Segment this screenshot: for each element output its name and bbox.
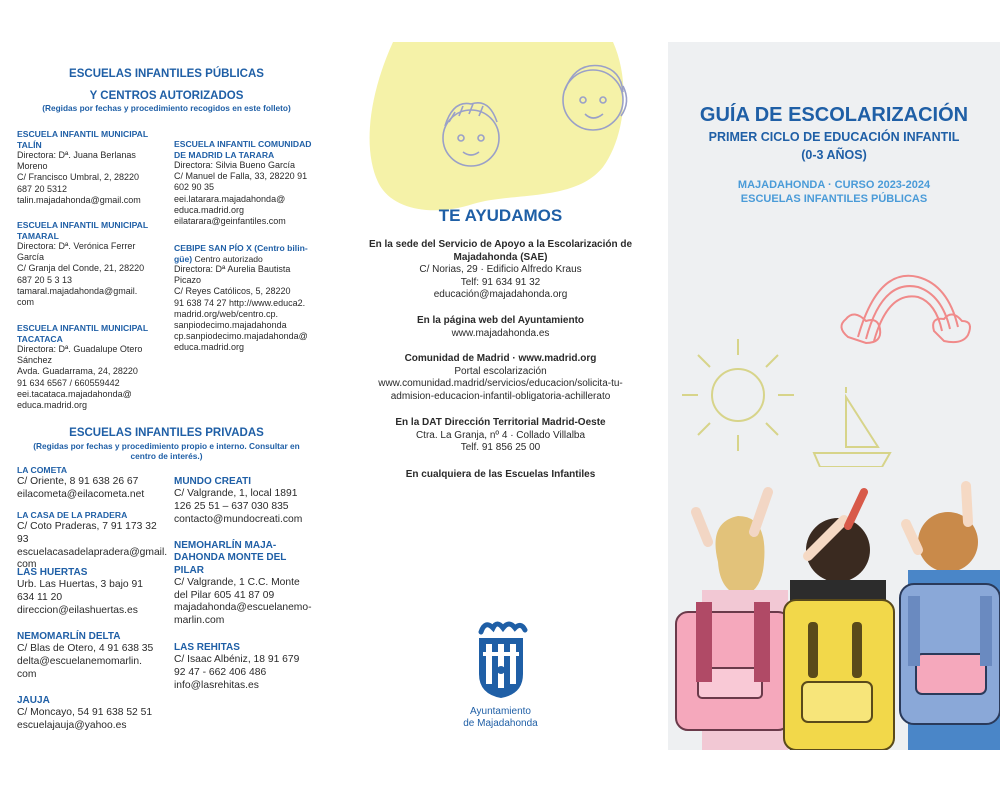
rainbow-icon [841,276,970,343]
school-detail: C/ Reyes Católicos, 5, 28220 [174,286,291,297]
school-name: ESCUELA INFANTIL COMUNIDAD [174,139,312,149]
school-detail: 91 638 74 27 http://www.educa2. [174,297,306,308]
school-name: TACATACA [17,333,63,344]
school-detail: C/ Blas de Otero, 4 91 638 35 [17,643,154,655]
school-detail: Sánchez [17,355,53,366]
school-entry-las-rehitas [174,642,326,692]
school-detail: C/ Manuel de Falla, 33, 28220 91 [174,171,308,182]
help-block-web [353,315,648,340]
school-detail: C/ Granja del Conde, 21, 28220 [17,263,145,274]
school-name: TALÍN [17,139,42,150]
school-email: com [17,297,35,308]
school-email: eei.tacataca.majadahonda@ [17,388,132,399]
help-heading: En la sede del Servicio de Apoyo a la Escolarización de [368,239,633,250]
cover-course: MAJADAHONDA · CURSO 2023-2024 [737,179,931,191]
school-detail: C/ Isaac Albéniz, 18 91 679 [174,654,300,666]
yellow-blob-illustration [363,42,633,217]
town-hall-logo-text [433,706,568,729]
school-entry-la-tarara [174,139,324,227]
school-email: info@lasrehitas.es [174,679,259,691]
school-email: eilacometa@eilacometa.net [17,489,145,500]
school-detail: Directora: Dª Aurelia Bautista [174,264,291,274]
cover-age-range: (0-3 AÑOS) [801,148,867,162]
child-middle [784,492,894,750]
school-email: eei.latarara.majadahonda@ [174,193,286,204]
school-name: DE MADRID LA TARARA [174,149,275,160]
school-email: cp.sanpiodecimo.majadahonda@ [174,331,308,342]
school-entry-tamaral [17,220,167,308]
school-detail: C/ Moncayo, 54 91 638 52 51 [17,707,153,719]
public-schools-title-2: Y CENTROS AUTORIZADOS [89,90,244,102]
school-detail: Directora: Dª. Juana Berlanas [17,150,136,160]
school-detail: 602 90 35 [174,182,215,193]
school-detail: García [17,252,45,263]
school-name: güe) [174,253,193,264]
school-name: LA COMETA [17,465,68,475]
school-entry-jauja [17,695,167,733]
school-entry-tacataca [17,323,167,411]
school-entry-nemomarlin-delta [17,631,167,681]
school-detail: Picazo [174,275,202,286]
private-note-line: centro de interés.) [130,451,203,461]
cover-subtitle: PRIMER CICLO DE EDUCACIÓN INFANTIL [708,130,960,144]
school-name: ESCUELA INFANTIL MUNICIPAL [17,323,149,333]
school-detail: 126 25 51 – 637 030 835 [174,501,289,512]
school-name: TAMARAL [17,230,59,241]
cover-title: GUÍA DE ESCOLARIZACIÓN [699,104,969,126]
school-detail: C/ Valgrande, 1 C.C. Monte [174,577,300,589]
school-detail: C/ Valgrande, 1, local 1891 [174,488,298,500]
school-email: eilatarara@geinfantiles.com [174,216,286,227]
school-email: tamaral.majadahonda@gmail. [17,285,138,296]
help-heading: En cualquiera de las Escuelas Infantiles [405,469,596,480]
help-link: www.comunidad.madrid/servicios/educacion/solicita-tu- [378,378,623,389]
public-schools-note: (Regidas por fechas y procedimiento recogidos en este folleto) [42,103,291,113]
school-detail: sanpiodecimo.majadahonda [174,320,287,331]
school-name: ESCUELA INFANTIL MUNICIPAL [17,129,149,139]
help-link: www.majadahonda.es [451,327,550,339]
school-email: majadahonda@escuelanemo- [174,602,312,614]
help-heading: Majadahonda (SAE) [453,251,548,263]
help-detail: Telf: 91 634 91 32 [460,276,541,288]
school-email: marlin.com [174,615,225,626]
school-email: escuelajauja@yahoo.es [17,720,127,731]
school-entry-la-cometa [17,464,167,502]
public-schools-title: ESCUELAS INFANTILES PÚBLICAS [69,68,264,80]
school-detail: 687 20 5312 [17,183,68,194]
school-detail: C/ Oriente, 8 91 638 26 67 [17,476,139,488]
school-entry-nemomarlin-monte-pilar [174,540,326,628]
cover-schools-type: ESCUELAS INFANTILES PÚBLICAS [740,193,928,205]
private-schools-note [0,441,333,461]
school-email: educa.madrid.org [174,342,245,353]
school-detail: 634 11 20 [17,592,63,603]
school-email: educa.madrid.org [174,204,245,215]
school-detail: Directora: Dª. Guadalupe Otero [17,344,143,354]
help-link: admision-educacion-infantil-obligatoria-achillerato [390,390,611,402]
school-entry-san-pio-x [174,243,324,354]
cover-panel [668,42,1000,750]
school-name: MUNDO CREATI [174,476,252,487]
help-heading: Comunidad de Madrid · www.madrid.org [404,353,597,364]
school-detail: 687 20 5 3 13 [17,274,73,285]
school-name: NEMOHARLÍN MAJA- [174,540,277,551]
left-panel [0,42,333,750]
school-name: LAS REHITAS [174,642,240,653]
school-type: Centro autorizado [192,253,263,264]
school-detail: 92 47 - 662 406 486 [174,667,267,678]
school-detail: Directora: Silvia Bueno García [174,160,296,170]
school-detail: 91 634 6567 / 660559442 [17,377,120,388]
school-detail: del Pilar 605 41 87 09 [174,589,275,601]
children-with-backpacks-photo [668,472,1000,750]
school-email: delta@escuelanemomarlin. [17,656,142,667]
help-block-sae [353,239,648,302]
school-detail: Directora: Dª. Verónica Ferrer [17,241,136,251]
help-heading: En la página web del Ayuntamiento [416,315,585,326]
logo-text-line: de Majadahonda [463,717,538,729]
child-left [676,492,790,750]
help-email: educación@majadahonda.org [433,289,568,300]
school-detail: C/ Coto Praderas, 7 91 173 32 93 [17,521,157,545]
school-name: DAHONDA MONTE DEL [174,552,287,564]
logo-text-line: Ayuntamiento [470,706,531,717]
majadahonda-coat-of-arms-icon [473,618,529,700]
school-email: com [17,668,37,680]
school-detail: C/ Francisco Umbral, 2, 28220 [17,172,140,183]
school-name: PILAR [174,564,204,576]
school-email: contacto@mundocreati.com [174,513,303,525]
middle-panel [333,42,668,750]
help-detail: Telf. 91 856 25 00 [460,442,541,453]
school-name: LAS HUERTAS [17,567,88,578]
sun-icon [682,339,794,451]
school-entry-las-huertas [17,567,167,617]
help-detail: C/ Norias, 29 · Edificio Alfredo Kraus [419,264,582,275]
school-name: LA CASA DE LA PRADERA [17,510,128,520]
help-heading: En la DAT Dirección Territorial Madrid-Oeste [395,417,606,428]
school-name: JAUJA [17,695,50,706]
help-detail: Ctra. La Granja, nº 4 · Collado Villalba [415,429,586,441]
school-detail: Avda. Guadarrama, 24, 28220 [17,366,138,377]
school-email: talin.majadahonda@gmail.com [17,194,141,205]
private-note-line: (Regidas por fechas y procedimiento propio e interno. Consultar en [33,441,300,451]
school-name: ESCUELA INFANTIL MUNICIPAL [17,220,149,230]
school-name: CEBIPE SAN PÍO X (Centro bilin- [174,243,308,253]
school-email: educa.madrid.org [17,400,88,411]
child-right [900,486,1000,750]
school-name: NEMOMARLÍN DELTA [17,631,121,642]
school-detail: Urb. Las Huertas, 3 bajo 91 [17,579,143,591]
chalk-drawings [668,267,1000,467]
help-title: TE AYUDAMOS [438,206,563,225]
school-email: direccion@eilashuertas.es [17,604,138,616]
school-entry-casa-pradera [17,509,167,572]
sailboat-icon [814,387,890,467]
help-block-comunidad [353,353,648,403]
school-detail: Moreno [17,161,48,172]
help-detail: Portal escolarización [454,365,547,377]
school-detail: madrid.org/web/centro.cp. [174,308,279,319]
school-entry-talin [17,129,167,206]
private-schools-title: ESCUELAS INFANTILES PRIVADAS [69,427,264,439]
help-block-dat [353,417,648,455]
school-entry-mundo-creati [174,476,326,526]
school-email: escuelacasadelapradera@gmail. [17,546,168,558]
school-email: com [17,559,37,571]
help-block-schools [353,469,648,482]
